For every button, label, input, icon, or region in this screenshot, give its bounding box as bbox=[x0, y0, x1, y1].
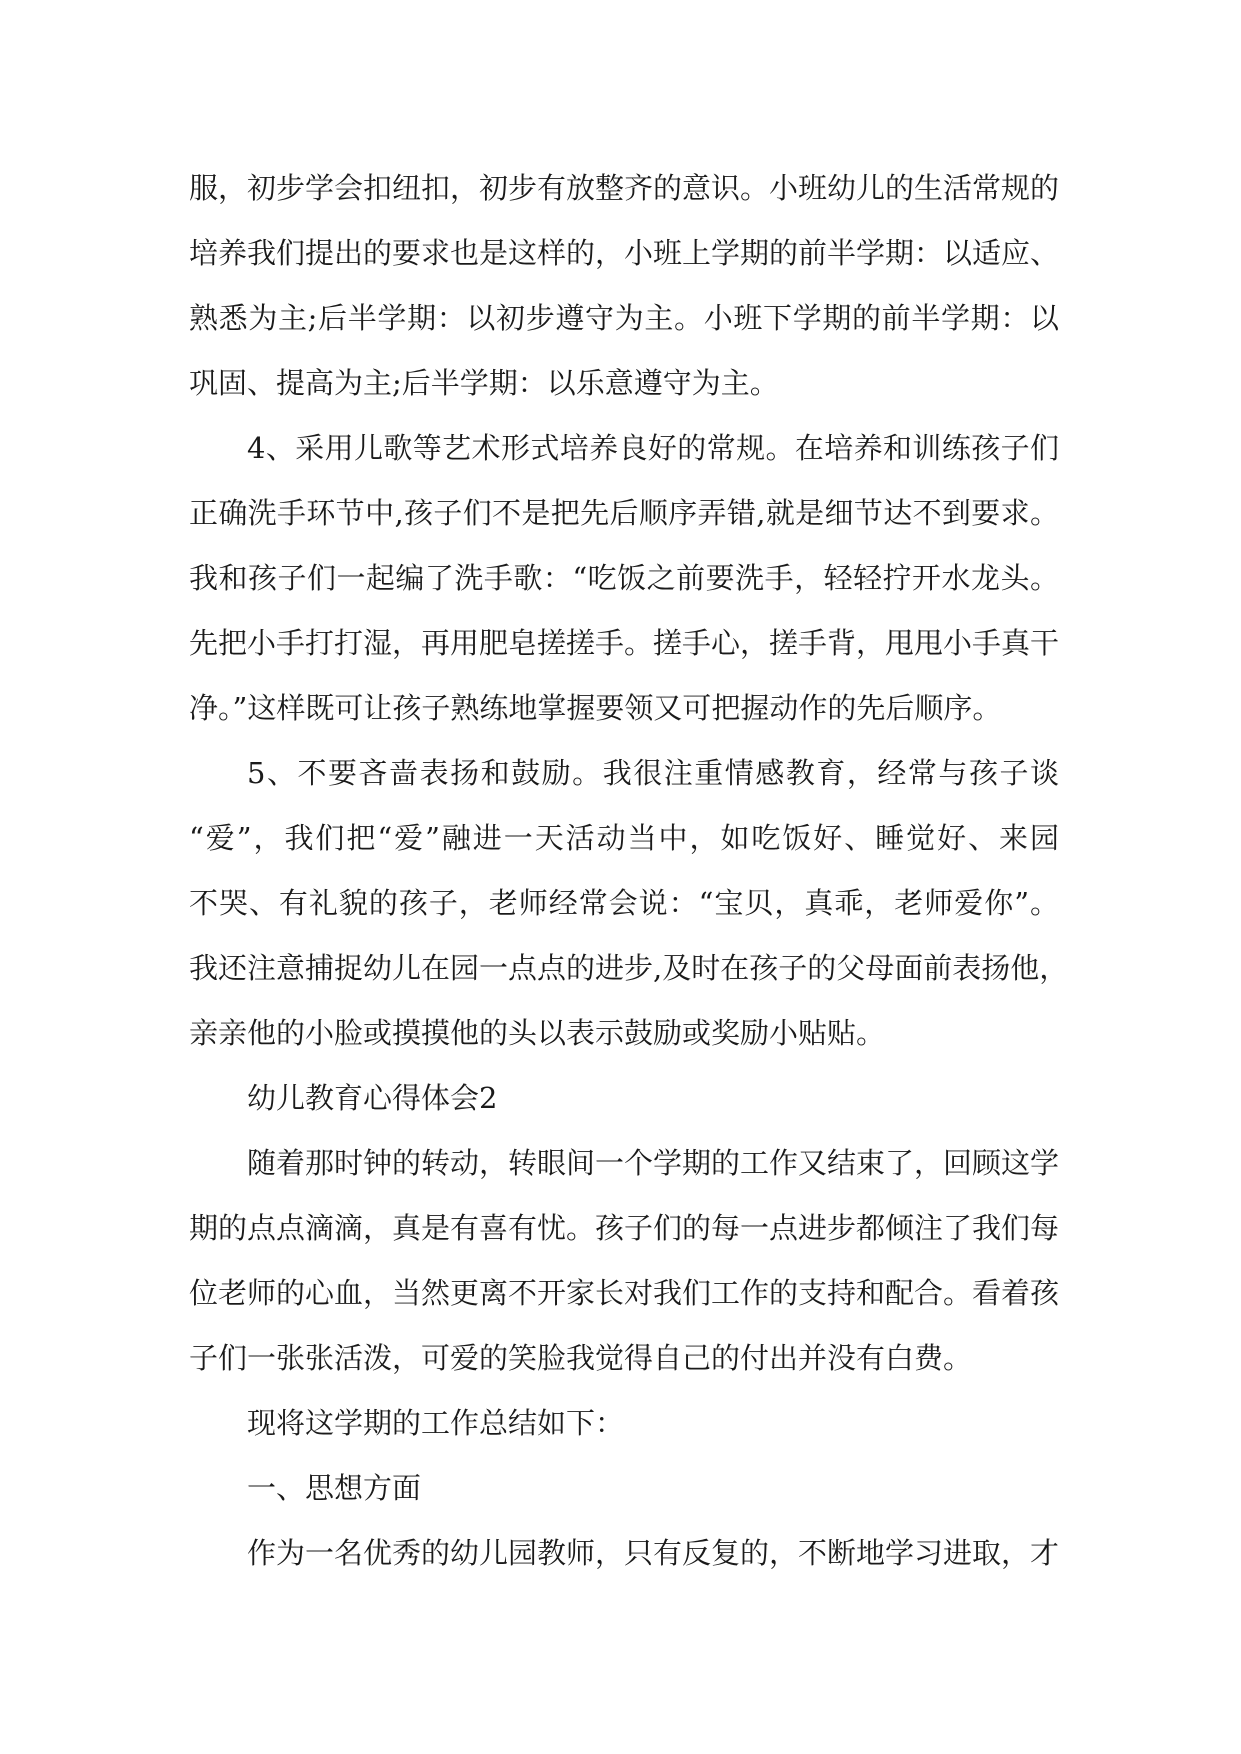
paragraph-start-line: 4、采用儿歌等艺术形式培养良好的常规。在培养和训练孩子们 bbox=[247, 431, 1059, 465]
text-line: 我和孩子们一起编了洗手歌：“吃饭之前要洗手，轻轻拧开水龙头。 bbox=[189, 561, 1059, 595]
text-line: 巩固、提高为主;后半学期：以乐意遵守为主。 bbox=[189, 366, 779, 400]
section-heading: 幼儿教育心得体会2 bbox=[247, 1081, 498, 1115]
text-line: 先把小手打打湿，再用肥皂搓搓手。搓手心，搓手背，甩甩小手真干 bbox=[189, 626, 1060, 660]
text-line: “爱”，我们把“爱”融进一天活动当中，如吃饭好、睡觉好、来园 bbox=[189, 821, 1059, 855]
text-line: 熟悉为主;后半学期：以初步遵守为主。小班下学期的前半学期：以 bbox=[189, 301, 1059, 335]
text-line: 亲亲他的小脸或摸摸他的头以表示鼓励或奖励小贴贴。 bbox=[189, 1016, 886, 1050]
text-line: 我还注意捕捉幼儿在园一点点的进步,及时在孩子的父母面前表扬他， bbox=[189, 951, 1069, 985]
text-line: 位老师的心血，当然更离不开家长对我们工作的支持和配合。看着孩 bbox=[189, 1276, 1060, 1310]
text-line: 服，初步学会扣纽扣，初步有放整齐的意识。小班幼儿的生活常规的 bbox=[189, 171, 1060, 205]
text-line: 期的点点滴滴，真是有喜有忧。孩子们的每一点进步都倾注了我们每 bbox=[189, 1211, 1060, 1245]
text-line: 净。”这样既可让孩子熟练地掌握要领又可把握动作的先后顺序。 bbox=[189, 691, 1002, 725]
paragraph-start-line: 随着那时钟的转动，转眼间一个学期的工作又结束了，回顾这学 bbox=[247, 1146, 1060, 1180]
text-line: 不哭、有礼貌的孩子，老师经常会说：“宝贝，真乖，老师爱你”。 bbox=[189, 886, 1059, 920]
section-subheading: 一、思想方面 bbox=[247, 1471, 422, 1505]
text-line: 培养我们提出的要求也是这样的，小班上学期的前半学期：以适应、 bbox=[189, 236, 1060, 270]
document-body bbox=[189, 156, 1069, 1586]
text-line: 正确洗手环节中,孩子们不是把先后顺序弄错,就是细节达不到要求。 bbox=[189, 496, 1059, 530]
paragraph-start-line: 现将这学期的工作总结如下： bbox=[247, 1406, 625, 1440]
paragraph-start-line: 5、不要吝啬表扬和鼓励。我很注重情感教育，经常与孩子谈 bbox=[247, 756, 1059, 790]
paragraph-start-line: 作为一名优秀的幼儿园教师，只有反复的，不断地学习进取，才 bbox=[247, 1536, 1060, 1570]
text-line: 子们一张张活泼，可爱的笑脸我觉得自己的付出并没有白费。 bbox=[189, 1341, 973, 1375]
